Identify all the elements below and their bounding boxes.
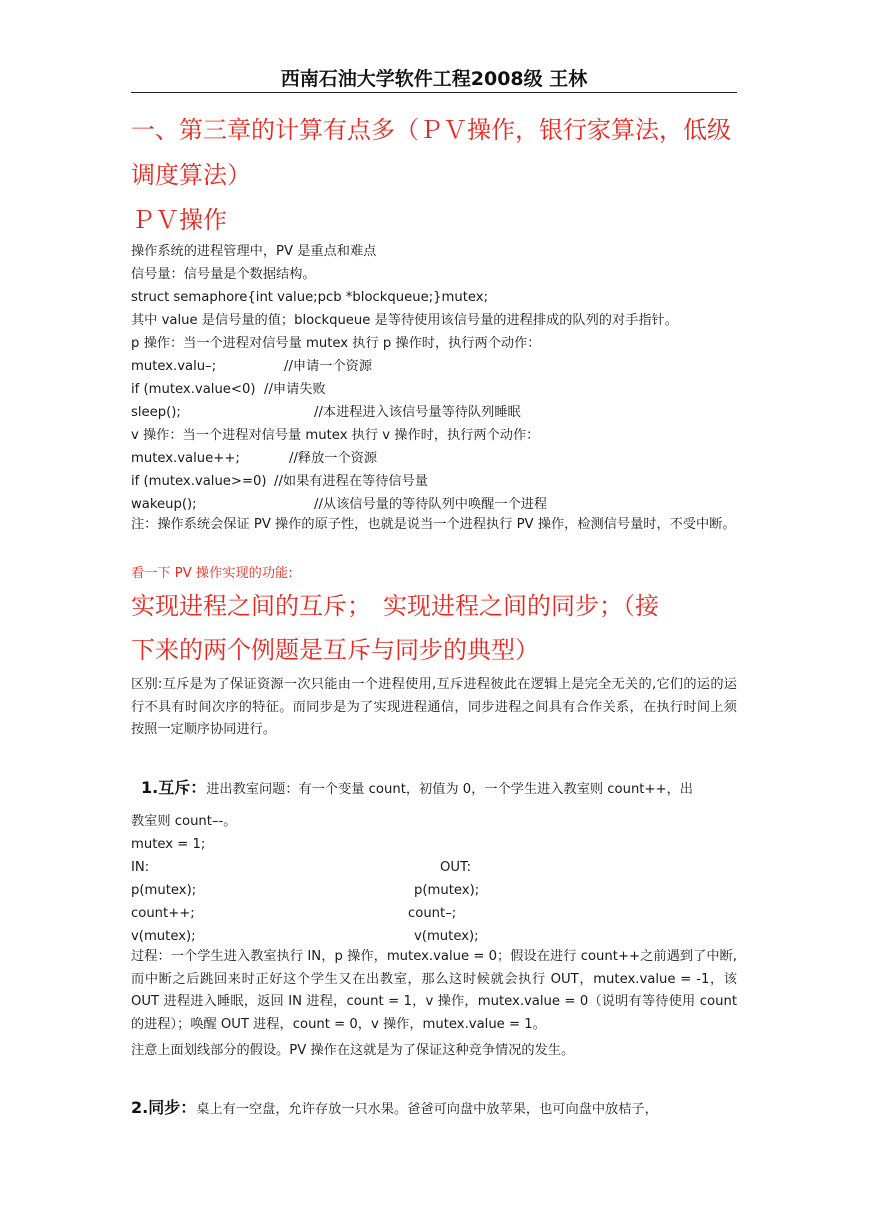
code: p(mutex); — [131, 883, 197, 898]
code-comment: //从该信号量的等待队列中唤醒一个进程 — [314, 497, 548, 512]
code-comment: //申请一个资源 — [284, 359, 373, 374]
section-heading-line2: 调度算法） — [131, 161, 251, 189]
code: count–; — [408, 906, 457, 921]
out-label: OUT: — [440, 860, 472, 875]
code: p(mutex); — [414, 883, 480, 898]
body-line: 操作系统的进程管理中，PV 是重点和难点 — [131, 244, 377, 259]
code-line — [131, 450, 737, 468]
code-comment: //如果有进程在等待信号量 — [274, 474, 428, 489]
code-comment: //申请失败 — [264, 382, 326, 397]
difference-paragraph: 区别:互斥是为了保证资源一次只能由一个进程使用,互斥进程彼此在逻辑上是完全无关的,它们的运的运行不具有时间次序的特征。而同步是为了实现进程通信，同步进程之间具有合作关系，在执行时间上须按照一定顺序协同进行。 — [131, 677, 737, 737]
pv-heading: ＰＶ操作 — [131, 206, 227, 234]
big-heading-line1: 实现进程之间的互斥； 实现进程之间的同步；（接 — [131, 592, 659, 620]
code-line: struct semaphore{int value;pcb *blockqueue;}mutex; — [131, 290, 489, 305]
body-line: 信号量：信号量是个数据结构。 — [131, 267, 316, 282]
code-line — [131, 473, 737, 491]
page-header: 西南石油大学软件工程2008级 王林 — [280, 68, 588, 90]
code-line — [131, 358, 737, 376]
code: if (mutex.value<0) — [131, 382, 256, 397]
process-paragraph: 过程：一个学生进入教室执行 IN，p 操作，mutex.value = 0；假设在进行 count++之前遇到了中断,而中断之后跳回来时正好这个学生又在出教室，那么这时候就会执行 OUT，mutex.value = -1，该 OUT 进程进入睡眠，返回 IN 进程，count = 1，v 操作，mutex.value = 0（说明有等待使用 count 的进程）；唤醒 OUT 进程，count = 0，v 操作，mutex.value = 1。 — [131, 949, 737, 1032]
code-line — [131, 928, 737, 946]
body-line: p 操作：当一个进程对信号量 mutex 执行 p 操作时，执行两个动作： — [131, 336, 541, 351]
header-rule — [131, 92, 737, 93]
code-line — [131, 381, 737, 399]
section-heading-line1: 一、第三章的计算有点多（ＰＶ操作，银行家算法，低级 — [131, 116, 731, 144]
in-label: IN: — [131, 860, 150, 875]
body-line: v 操作：当一个进程对信号量 mutex 执行 v 操作时，执行两个动作： — [131, 428, 540, 443]
see-line: 看一下 PV 操作实现的功能: — [131, 566, 293, 581]
code: v(mutex); — [414, 929, 479, 944]
example2-line — [131, 1099, 737, 1119]
code: count++; — [131, 906, 195, 921]
code-line — [131, 882, 737, 900]
example2-lead: 2.同步： — [131, 1098, 197, 1117]
code: wakeup(); — [131, 497, 197, 512]
example1-line — [141, 779, 747, 799]
code-line — [131, 404, 737, 422]
code-line: mutex = 1; — [131, 837, 206, 852]
code-comment: //释放一个资源 — [289, 451, 378, 466]
example1-lead: 1.互斥： — [141, 778, 207, 797]
code-line — [131, 905, 737, 923]
code: if (mutex.value>=0) — [131, 474, 267, 489]
code-line — [131, 859, 737, 877]
body-line: 教室则 count–-。 — [131, 814, 237, 829]
example2-text: 桌上有一空盘，允许存放一只水果。爸爸可向盘中放苹果，也可向盘中放桔子， — [196, 1102, 658, 1117]
example1-text: 进出教室问题：有一个变量 count，初值为 0，一个学生进入教室则 count++，出 — [206, 782, 693, 797]
code: sleep(); — [131, 405, 181, 420]
code: mutex.valu–; — [131, 359, 217, 374]
note-paragraph: 注：操作系统会保证 PV 操作的原子性，也就是说当一个进程执行 PV 操作，检测信号量时，不受中断。 — [131, 517, 736, 532]
code-comment: //本进程进入该信号量等待队列睡眠 — [314, 405, 521, 420]
code-line — [131, 496, 737, 514]
big-heading-line2: 下来的两个例题是互斥与同步的典型） — [131, 636, 539, 664]
attention-line: 注意上面划线部分的假设。PV 操作在这就是为了保证这种竞争情况的发生。 — [131, 1043, 575, 1058]
body-line: 其中 value 是信号量的值；blockqueue 是等待使用该信号量的进程排成的队列的对手指针。 — [131, 313, 678, 328]
code: v(mutex); — [131, 929, 196, 944]
code: mutex.value++; — [131, 451, 240, 466]
